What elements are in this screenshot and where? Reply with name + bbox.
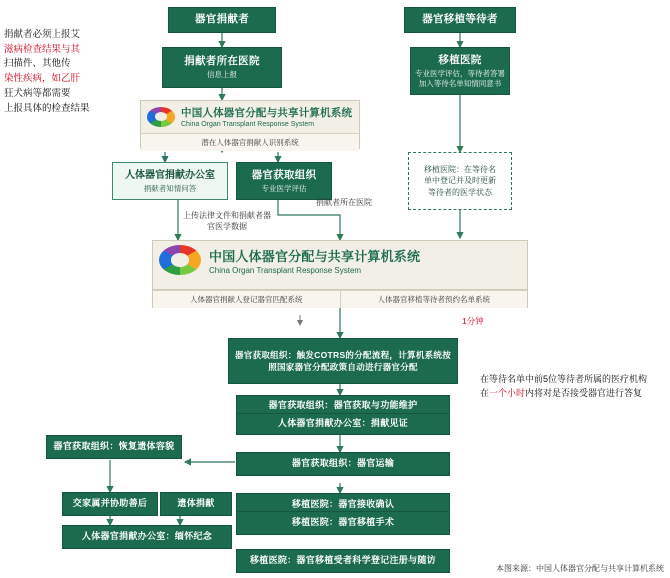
cotrs-banner-small-sub: 潜在人体器官捐献人识别系统 bbox=[140, 133, 360, 149]
cotrs-banner-main: 中国人体器官分配与共享计算机系统 China Organ Transplant Response System bbox=[152, 240, 528, 290]
edge-label-donor-site: 捐献者所在医院 bbox=[316, 198, 372, 207]
annotation-response-time: 在等待名单中前5位等待者所属的医疗机构 在一个小时内将对是否接受器官进行答复 bbox=[480, 374, 648, 399]
edge-label-upload-docs: 上传法律文件和捐献者器官医学数据 bbox=[183, 211, 271, 231]
node-organ-recovery[interactable]: 器官获取组织：器官获取与功能维护 bbox=[236, 395, 450, 417]
node-waitlist[interactable]: 器官移植等待者 bbox=[404, 7, 516, 33]
node-family-aftercare[interactable]: 交家属并协助善后 bbox=[62, 492, 158, 516]
node-opo-office[interactable]: 人体器官捐献办公室 捐献者知情问答 bbox=[112, 162, 228, 200]
cotrs-banner-small: 中国人体器官分配与共享计算机系统 China Organ Transplant Response System bbox=[140, 100, 360, 140]
node-transplant-surgery[interactable]: 移植医院：器官移植手术 bbox=[236, 511, 450, 535]
node-transplant-hospital[interactable]: 移植医院 专业医学评估，等待者答署加入等待名单知情同意书 bbox=[410, 47, 510, 95]
node-donation-witness[interactable]: 人体器官捐献办公室：捐献见证 bbox=[236, 413, 450, 435]
node-body-donation[interactable]: 遗体捐献 bbox=[160, 492, 232, 516]
node-donor[interactable]: 器官捐献者 bbox=[168, 7, 276, 33]
node-donor-hospital[interactable]: 捐献者所在医院 信息上报 bbox=[162, 47, 282, 88]
edge-label-one-minute: 1分钟 bbox=[462, 316, 484, 326]
node-restore-body[interactable]: 器官获取组织：恢复遗体容貌 bbox=[46, 435, 182, 459]
note-transplant-hospital-waitlist: 移植医院：在等待名 单中登记并及时更新 等待者的医学状态 bbox=[408, 152, 512, 210]
cotrs-logo-icon-large bbox=[159, 245, 201, 275]
node-organ-acceptance[interactable]: 移植医院：器官接收确认 bbox=[236, 493, 450, 517]
cotrs-banner-main-sub: 人体器官捐献人登记器官匹配系统 人体器官移植等待者预约名单系统 bbox=[152, 290, 528, 308]
source-credit: 本图来源：中国人体器官分配与共享计算机系统 bbox=[496, 564, 664, 573]
left-note-text: 捐献者必须上报艾 滋病检查结果与其 扫描件、其他传 染性疾病，如乙肝 狂犬病等都需要 上报具体的检查结果 bbox=[4, 29, 90, 114]
node-organ-transport[interactable]: 器官获取组织：器官运输 bbox=[236, 452, 450, 476]
node-registry-followup[interactable]: 移植医院：器官移植受者科学登记注册与随访 bbox=[236, 549, 450, 573]
cotrs-logo-icon bbox=[147, 107, 175, 127]
node-allocation[interactable]: 器官获取组织：触发COTRS的分配流程，计算机系统按照国家器官分配政策自动进行器官分配 bbox=[228, 338, 458, 384]
node-memorial[interactable]: 人体器官捐献办公室：缅怀纪念 bbox=[62, 525, 232, 549]
node-opo[interactable]: 器官获取组织 专业医学评估 bbox=[236, 162, 332, 200]
